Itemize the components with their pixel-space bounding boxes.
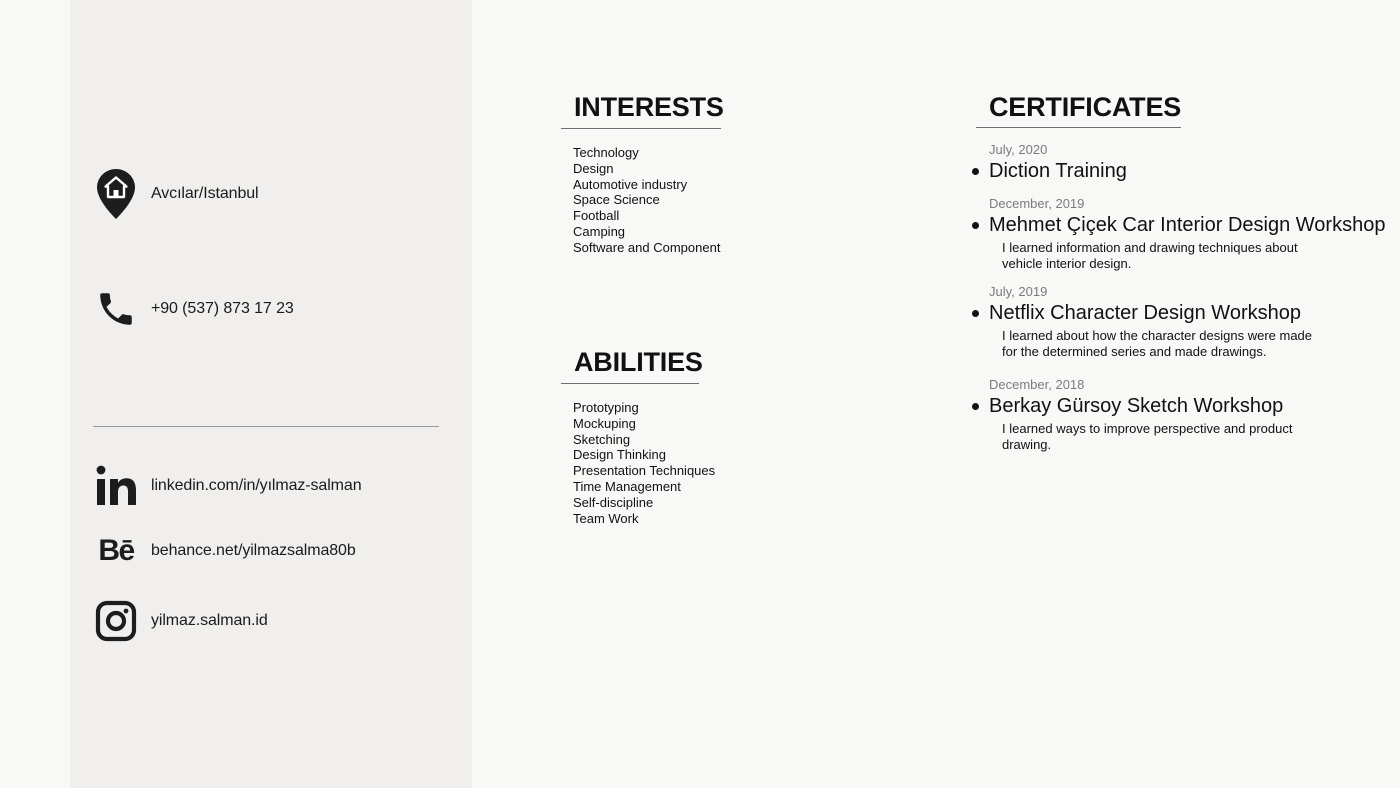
contact-linkedin[interactable] xyxy=(95,462,362,510)
behance-link[interactable]: behance.net/yilmazsalma80b xyxy=(151,542,356,559)
contact-phone[interactable] xyxy=(95,285,294,333)
interests-item: Automotive industry xyxy=(573,176,688,192)
abilities-item: Prototyping xyxy=(573,400,639,415)
bullet-dot xyxy=(972,168,979,175)
bullet-dot xyxy=(972,403,979,410)
interests-item: Camping xyxy=(573,223,626,239)
contact-location xyxy=(95,170,259,218)
certificates-underline xyxy=(976,127,1181,128)
abilities-list xyxy=(573,400,715,526)
interests-item: Football xyxy=(573,208,620,224)
abilities-item: Team Work xyxy=(573,510,639,526)
bullet-dot xyxy=(972,222,979,229)
certificate-entry xyxy=(970,196,1385,272)
certificate-title: Diction Training xyxy=(989,160,1127,182)
certificate-description: I learned information and drawing techniques about vehicle interior design. xyxy=(1002,240,1298,271)
abilities-underline xyxy=(561,383,699,384)
certificate-description: I learned about how the character designs were made for the determined series and made drawings. xyxy=(1002,328,1313,359)
interests-item: Space Science xyxy=(573,192,660,208)
contact-instagram[interactable] xyxy=(95,597,268,645)
phone-icon xyxy=(95,285,137,333)
instagram-handle[interactable]: yilmaz.salman.id xyxy=(151,612,268,629)
abilities-item: Sketching xyxy=(573,431,631,447)
interests-list xyxy=(573,145,720,256)
certificate-date: December, 2018 xyxy=(989,377,1085,392)
sidebar-divider xyxy=(93,426,439,427)
abilities-item: Time Management xyxy=(573,478,681,494)
contact-behance[interactable] xyxy=(95,527,356,575)
certificates-heading: CERTIFICATES xyxy=(989,92,1182,122)
certificate-title: Mehmet Çiçek Car Interior Design Workshop xyxy=(989,214,1386,236)
contact-sidebar xyxy=(70,0,472,788)
certificate-date: December, 2019 xyxy=(989,196,1085,211)
certificate-entry xyxy=(970,142,1127,183)
certificate-entry xyxy=(970,377,1322,453)
phone-text: +90 (537) 873 17 23 xyxy=(151,300,294,317)
linkedin-link[interactable]: linkedin.com/in/yılmaz-salman xyxy=(151,477,362,494)
location-home-pin-icon xyxy=(95,170,137,218)
bullet-dot xyxy=(972,310,979,317)
interests-item: Software and Component xyxy=(573,239,721,255)
interests-underline xyxy=(561,128,721,129)
interests-item: Design xyxy=(573,160,614,176)
abilities-item: Mockuping xyxy=(573,415,636,431)
instagram-icon xyxy=(95,597,137,645)
abilities-item: Presentation Techniques xyxy=(573,463,716,479)
certificate-entry xyxy=(970,284,1322,360)
interests-item: Technology xyxy=(573,145,639,160)
location-text: Avcılar/Istanbul xyxy=(151,185,259,202)
behance-icon xyxy=(95,527,137,575)
abilities-heading: ABILITIES xyxy=(574,347,703,377)
behance-logo-text: Bē xyxy=(98,534,134,567)
certificate-title: Berkay Gürsoy Sketch Workshop xyxy=(989,395,1284,417)
certificate-date: July, 2020 xyxy=(989,142,1048,157)
abilities-item: Self-discipline xyxy=(573,494,654,510)
abilities-item: Design Thinking xyxy=(573,447,666,463)
certificate-date: July, 2019 xyxy=(989,284,1048,299)
interests-heading: INTERESTS xyxy=(574,92,724,122)
certificate-description: I learned ways to improve perspective and product drawing. xyxy=(1002,421,1293,452)
linkedin-icon xyxy=(95,462,137,510)
certificate-title: Netflix Character Design Workshop xyxy=(989,302,1301,324)
